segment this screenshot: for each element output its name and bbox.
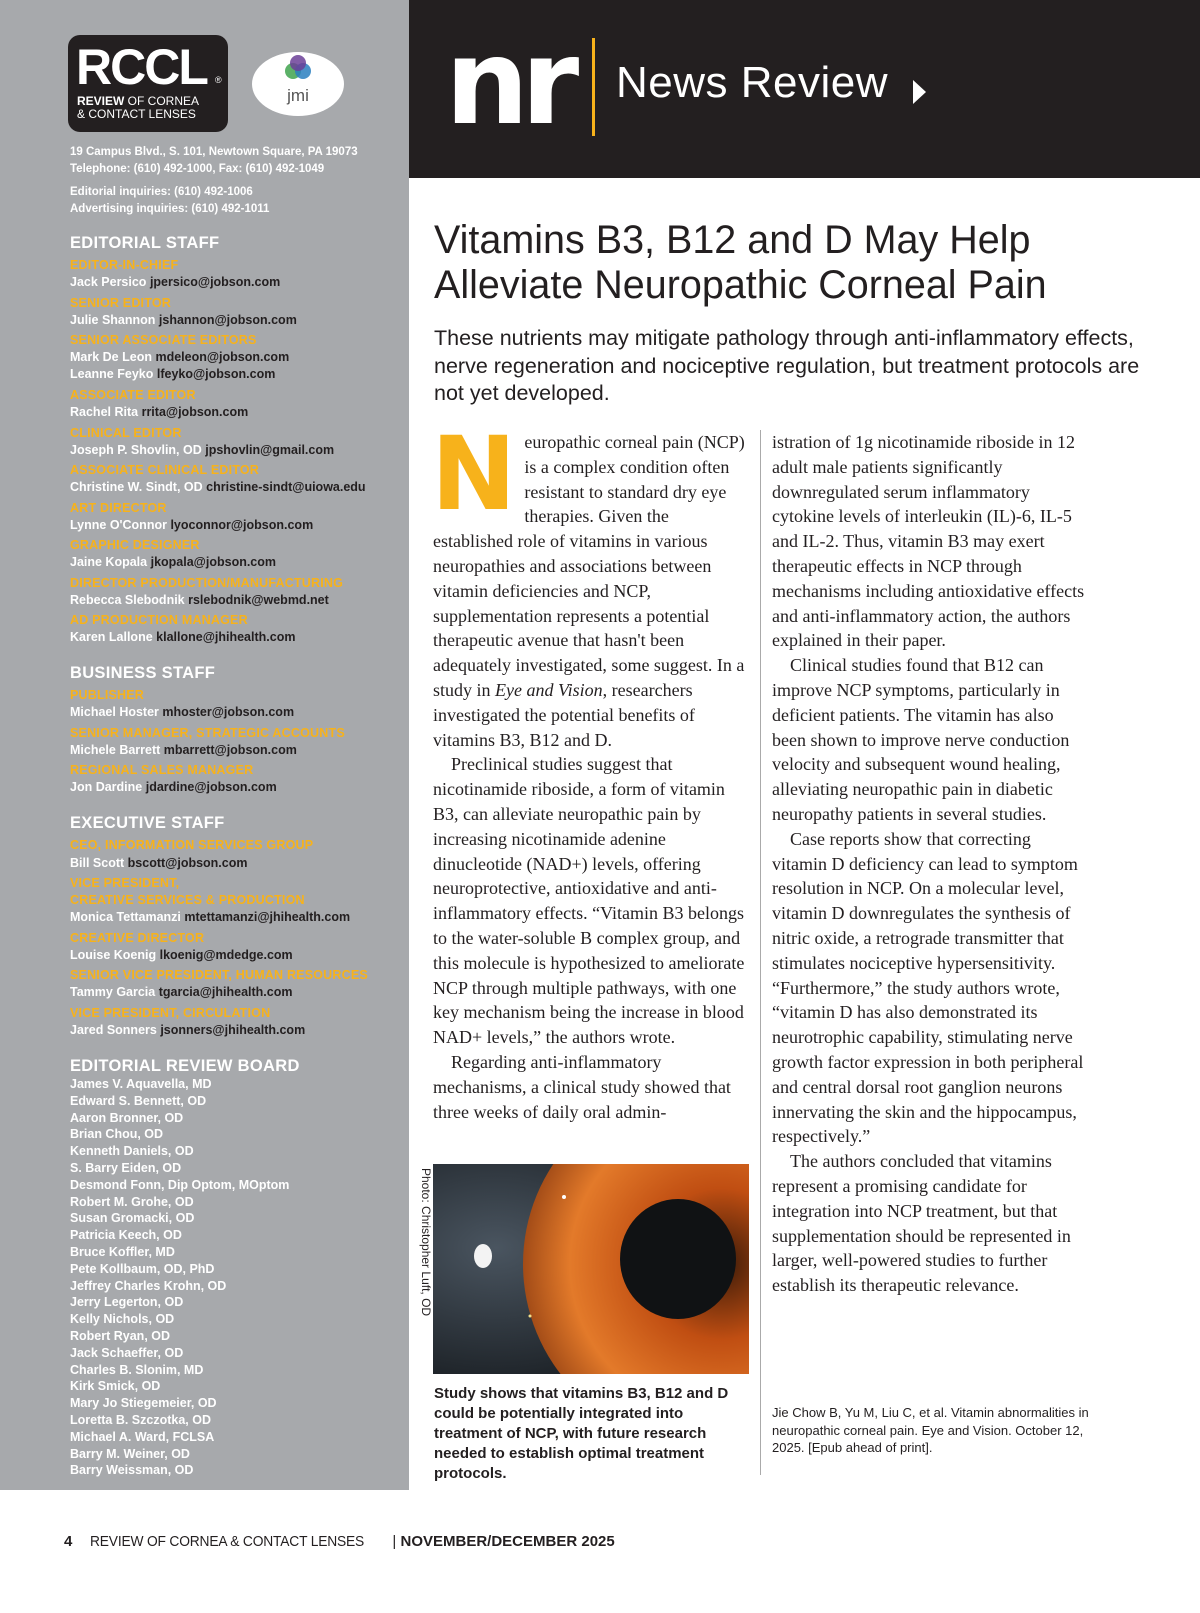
staff-role: SENIOR ASSOCIATE EDITORS: [70, 333, 257, 347]
staff-role: DIRECTOR PRODUCTION/MANUFACTURING: [70, 576, 344, 590]
photo-credit: Photo: Christopher Luft, OD: [419, 1168, 433, 1317]
review-board-member: Barry M. Weiner, OD: [70, 1446, 190, 1461]
review-board-member: Pete Kollbaum, OD, PhD: [70, 1261, 215, 1276]
review-board-member: Michael A. Ward, FCLSA: [70, 1429, 215, 1444]
review-board-member: Charles B. Slonim, MD: [70, 1362, 204, 1377]
staff-person: Bill Scott bscott@jobson.com: [70, 856, 248, 870]
staff-person: Rachel Rita rrita@jobson.com: [70, 405, 249, 419]
review-board-member: Robert Ryan, OD: [70, 1328, 171, 1343]
review-board-member: Loretta B. Szczotka, OD: [70, 1412, 211, 1427]
staff-role: CEO, INFORMATION SERVICES GROUP: [70, 838, 314, 852]
staff-role: SENIOR VICE PRESIDENT, HUMAN RESOURCES: [70, 968, 368, 982]
journal-name: Eye and Vision: [495, 679, 603, 700]
staff-person: Jon Dardine jdardine@jobson.com: [70, 780, 277, 794]
staff-role-cont: CREATIVE SERVICES & PRODUCTION: [70, 893, 305, 907]
staff-role: EDITOR-IN-CHIEF: [70, 258, 179, 272]
staff-role: ART DIRECTOR: [70, 501, 167, 515]
staff-person: Rebecca Slebodnik rslebodnik@webmd.net: [70, 593, 329, 607]
eye-photo-image: [433, 1164, 749, 1374]
staff-role: VICE PRESIDENT,: [70, 876, 180, 890]
page-footer: [64, 1533, 615, 1550]
review-board-member: Mary Jo Stiegemeier, OD: [70, 1396, 217, 1411]
staff-person: Julie Shannon jshannon@jobson.com: [70, 313, 297, 327]
advertising-inquiries: Advertising inquiries: (610) 492-1011: [70, 203, 270, 215]
photo-caption: Study shows that vitamins B3, B12 and D could be potentially integrated into treatment of NCP, with future research needed to establish optimal treatment protocols.: [434, 1385, 729, 1482]
section-name: News Review: [616, 58, 889, 107]
staff-person: Jack Persico jpersico@jobson.com: [70, 275, 281, 289]
staff-role: VICE PRESIDENT, CIRCULATION: [70, 1006, 271, 1020]
staff-person: Lynne O'Connor lyoconnor@jobson.com: [70, 518, 314, 532]
paragraph: Clinical studies found that B12 can improve NCP symptoms, particularly in deficient patients. The vitamin has also been shown to improve nerve conduction velocity and subsequent wound healing, alleviating neuropathic pain in diabetic neuropathy patients in several studies.: [772, 655, 1070, 824]
header-divider: [592, 38, 595, 136]
staff-person: Jaine Kopala jkopala@jobson.com: [70, 555, 277, 569]
staff-role: GRAPHIC DESIGNER: [70, 538, 200, 552]
review-board-heading: EDITORIAL REVIEW BOARD: [70, 1057, 300, 1075]
review-board-member: Susan Gromacki, OD: [70, 1211, 195, 1226]
article-column-2: [772, 430, 1088, 1298]
review-board-member: S. Barry Eiden, OD: [70, 1160, 182, 1175]
review-board-member: Desmond Fonn, Dip Optom, MOptom: [70, 1177, 290, 1192]
review-board-member: Kenneth Daniels, OD: [70, 1144, 194, 1159]
review-board-member: Robert M. Grohe, OD: [70, 1194, 194, 1209]
drop-cap: N: [431, 415, 517, 534]
staff-role: AD PRODUCTION MANAGER: [70, 613, 248, 627]
section-mark: nr: [445, 13, 572, 151]
article-headline: Vitamins B3, B12 and D May Help Alleviate Neuropathic Corneal Pain: [434, 218, 1047, 307]
paragraph-intro: Neuropathic corneal pain (NCP) is a complex condition often resistant to standard dry eye therapies. Given the established role of vitamins in various neuropathies and associations between vitamin deficiencies and NCP, supplementation represents a potential therapeutic avenue that hasn't been adequately investigated, some suggest. In a study in Eye and Vision, researchers investigated the potential benefits of vitamins B3, B12 and D.: [431, 415, 745, 750]
staff-person: Michele Barrett mbarrett@jobson.com: [70, 743, 297, 757]
staff-role: ASSOCIATE EDITOR: [70, 388, 196, 402]
paragraph: Preclinical studies suggest that nicotinamide riboside, a form of vitamin B3, can alleviate neuropathic pain by increasing nicotinamide adenine dinucleotide (NAD+) levels, offering neuroprotective, antioxidative and anti-inflammatory effects. “Vitamin B3 belongs to the water-soluble B complex group, and this molecule is hypothesized to ameliorate NCP through multiple pathways, with one key mechanism being the increase in blood NAD+ levels,” the authors wrote.: [433, 754, 745, 1048]
executive-staff-heading: EXECUTIVE STAFF: [70, 814, 225, 832]
review-board-member: Aaron Bronner, OD: [70, 1110, 184, 1125]
paragraph: Regarding anti-inflammatory mechanisms, a clinical study showed that three weeks of daily oral admin-: [433, 1051, 731, 1122]
review-board-member: Jeffrey Charles Krohn, OD: [70, 1278, 227, 1293]
logo-subtitle-line1: REVIEW OF CORNEA: [77, 94, 200, 108]
staff-person: Mark De Leon mdeleon@jobson.com: [70, 350, 290, 364]
page-number: 4: [64, 1533, 73, 1550]
jmi-logo: [252, 52, 344, 116]
staff-role: SENIOR EDITOR: [70, 296, 171, 310]
staff-person: Tammy Garcia tgarcia@jhihealth.com: [70, 985, 293, 999]
rccl-logo: [68, 35, 228, 132]
staff-role: CREATIVE DIRECTOR: [70, 931, 205, 945]
masthead-sidebar: [0, 0, 409, 1490]
article-subhead: These nutrients may mitigate pathology through anti-inflammatory effects, nerve regeneration and nociceptive regulation, but treatment protocols are not yet developed.: [434, 326, 1140, 405]
logo-wordmark: RCCL: [76, 39, 207, 95]
citation-reference: Jie Chow B, Yu M, Liu C, et al. Vitamin abnormalities in neuropathic corneal pain. Eye and Vision. October 12, 2025. [Epub ahead of print].: [772, 1405, 1089, 1455]
staff-person: Michael Hoster mhoster@jobson.com: [70, 705, 295, 719]
staff-person: Karen Lallone klallone@jhihealth.com: [70, 630, 296, 644]
publication-name: REVIEW OF CORNEA & CONTACT LENSES: [90, 1533, 365, 1550]
staff-person: Monica Tettamanzi mtettamanzi@jhihealth.com: [70, 910, 351, 924]
jmi-logo-text: jmi: [287, 86, 309, 105]
editorial-staff-heading: EDITORIAL STAFF: [70, 234, 220, 252]
column-divider: [760, 430, 761, 1475]
staff-person: Leanne Feyko lfeyko@jobson.com: [70, 367, 276, 381]
review-board-member: James V. Aquavella, MD: [70, 1077, 212, 1091]
review-board-member: Jack Schaeffer, OD: [70, 1345, 184, 1360]
staff-person: Christine W. Sindt, OD christine-sindt@uiowa.edu: [70, 480, 366, 494]
review-board-member: Bruce Koffler, MD: [70, 1244, 175, 1259]
review-board-member: Jerry Legerton, OD: [70, 1295, 184, 1310]
review-board-member: Brian Chou, OD: [70, 1127, 164, 1142]
eye-photo: [433, 1164, 749, 1374]
paragraph-continued: istration of 1g nicotinamide riboside in 12 adult male patients significantly downregulated serum inflammatory cytokine levels of interleukin (IL)-6, IL-5 and IL-2. Thus, vitamin B3 may exert therapeutic effects in NCP through mechanisms including antioxidative effects and anti-inflammatory action, the authors explained in their paper.: [772, 432, 1085, 651]
logo-subtitle-line2: & CONTACT LENSES: [77, 107, 196, 121]
article-column-1: [431, 415, 749, 1124]
staff-role: REGIONAL SALES MANAGER: [70, 763, 254, 777]
review-board-member: Kelly Nichols, OD: [70, 1312, 175, 1327]
staff-person: Joseph P. Shovlin, OD jpshovlin@gmail.com: [70, 443, 335, 457]
play-arrow-icon: [913, 80, 926, 104]
review-board-member: Edward S. Bennett, OD: [70, 1093, 207, 1108]
staff-person: Jared Sonners jsonners@jhihealth.com: [70, 1023, 306, 1037]
paragraph: The authors concluded that vitamins represent a promising candidate for integration into NCP treatment, but that supplementation should be represented in larger, well-powered studies to further establish its therapeutic relevance.: [772, 1151, 1071, 1296]
review-board-member: Kirk Smick, OD: [70, 1379, 161, 1394]
staff-role: CLINICAL EDITOR: [70, 426, 182, 440]
staff-role: SENIOR MANAGER, STRATEGIC ACCOUNTS: [70, 726, 345, 740]
staff-person: Louise Koenig lkoenig@mdedge.com: [70, 948, 293, 962]
editorial-inquiries: Editorial inquiries: (610) 492-1006: [70, 186, 253, 198]
phone-line: Telephone: (610) 492-1000, Fax: (610) 492-1049: [70, 163, 325, 175]
footer-separator: |: [392, 1533, 397, 1550]
paragraph: Case reports show that correcting vitamin D deficiency can lead to symptom resolution in NCP. On a molecular level, vitamin D downregulates the synthesis of nitric oxide, a retrograde transmitter that stimulates nociceptive hypersensitivity. “Furthermore,” the study authors wrote, “vitamin D has also demonstrated its neurotrophic capability, stimulating nerve growth factor expression in both peripheral and central dorsal root ganglion neurons innervating the skin and the hippocampus, respectively.”: [772, 828, 1084, 1147]
review-board-member: Barry Weissman, OD: [70, 1463, 194, 1478]
logo-registered-mark: ®: [215, 75, 222, 85]
business-staff-heading: BUSINESS STAFF: [70, 664, 216, 682]
section-header: [409, 0, 1200, 178]
address-line: 19 Campus Blvd., S. 101, Newtown Square, PA 19073: [70, 146, 358, 158]
review-board-member: Patricia Keech, OD: [70, 1228, 182, 1243]
staff-role: ASSOCIATE CLINICAL EDITOR: [70, 463, 260, 477]
staff-role: PUBLISHER: [70, 688, 145, 702]
review-board-list: [70, 1076, 289, 1479]
issue-date: NOVEMBER/DECEMBER 2025: [400, 1533, 615, 1550]
